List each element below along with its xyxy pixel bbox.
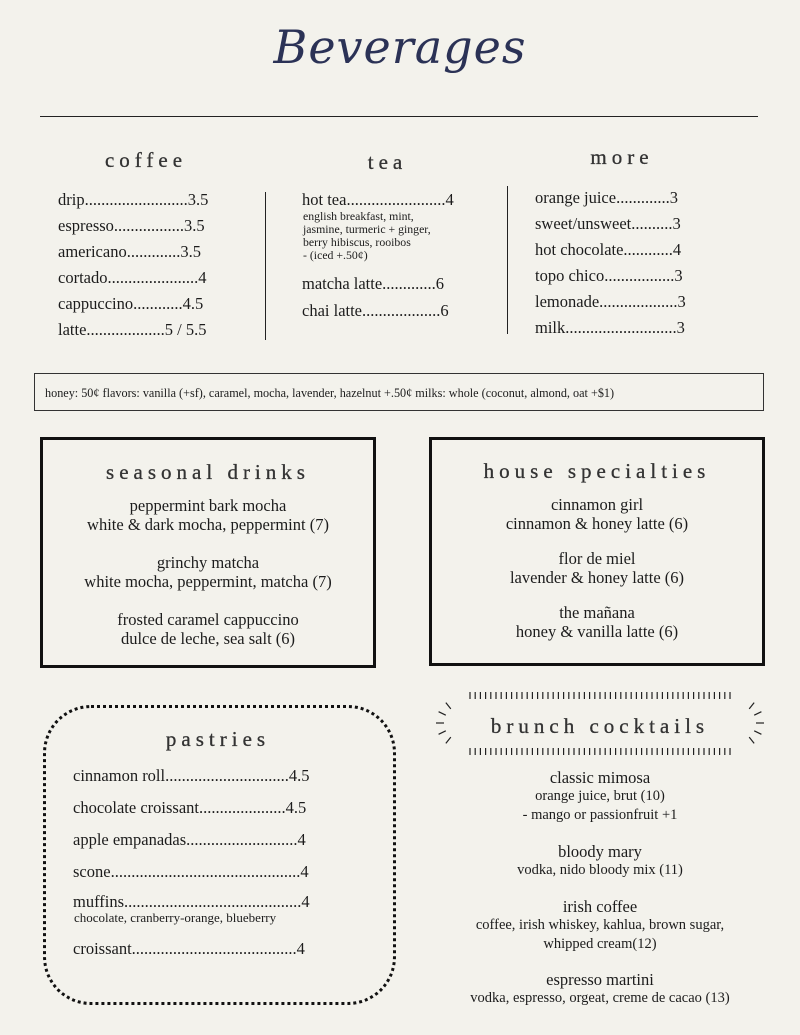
- house-item-2-name: flor de miel: [558, 549, 636, 568]
- tea-heading: tea: [367, 150, 408, 174]
- pastry-item-scone: scone..............................................4: [73, 862, 309, 881]
- menu-title: Beverages: [273, 20, 527, 74]
- irish-coffee-desc-2: whipped cream(12): [543, 936, 657, 952]
- bloody-mary-desc: vodka, nido bloody mix (11): [517, 862, 683, 878]
- house-item-3-desc: honey & vanilla latte (6): [515, 622, 679, 641]
- brunch-heading: brunch cocktails: [490, 714, 710, 738]
- house-item-3-name: the mañana: [559, 603, 635, 622]
- more-item-hot-chocolate: hot chocolate............4: [535, 240, 682, 259]
- seasonal-item-2-name: grinchy matcha: [156, 553, 260, 572]
- muffin-flavors: chocolate, cranberry-orange, blueberry: [74, 910, 277, 925]
- addons-bar: honey: 50¢ flavors: vanilla (+sf), caramel, mocha, lavender, hazelnut +.50¢ milks: whole (coconut, almond, oat +$1): [34, 373, 764, 411]
- more-item-orange-juice: orange juice.............3: [535, 188, 678, 207]
- pastry-item-muffins: muffins...........................................4: [73, 892, 310, 911]
- seasonal-item-2: [43, 553, 373, 591]
- brunch-item-espresso-martini: [430, 970, 770, 1008]
- house-item-3: [432, 603, 762, 641]
- pastry-item-croissant: croissant........................................4: [73, 939, 305, 958]
- more-item-topo-chico: topo chico.................3: [535, 266, 683, 285]
- bloody-mary-name: bloody mary: [558, 842, 642, 861]
- column-divider-2: [507, 186, 508, 334]
- espresso-martini-name: espresso martini: [546, 970, 654, 989]
- irish-coffee-desc: coffee, irish whiskey, kahlua, brown sugar,: [475, 917, 725, 933]
- seasonal-item-1-desc: white & dark mocha, peppermint (7): [87, 515, 329, 534]
- seasonal-item-3: [43, 610, 373, 648]
- title-divider: [40, 116, 758, 117]
- house-heading: house specialties: [483, 459, 711, 483]
- mimosa-desc: orange juice, brut (10): [535, 788, 665, 804]
- tea-note-4: - (iced +.50¢): [303, 248, 368, 262]
- house-item-1: [432, 495, 762, 533]
- more-item-milk: milk...........................3: [535, 318, 685, 337]
- house-item-1-name: cinnamon girl: [550, 495, 644, 514]
- coffee-item-americano: americano.............3.5: [58, 242, 201, 261]
- more-item-sweet-unsweet: sweet/unsweet..........3: [535, 214, 681, 233]
- coffee-item-cortado: cortado......................4: [58, 268, 207, 287]
- seasonal-item-1: [43, 496, 373, 534]
- seasonal-drinks-box: [40, 437, 376, 668]
- tea-item-chai: chai latte...................6: [302, 301, 449, 320]
- tea-note-3: berry hibiscus, rooibos: [303, 235, 411, 249]
- tea-note-1: english breakfast, mint,: [303, 209, 414, 223]
- seasonal-item-2-desc: white mocha, peppermint, matcha (7): [84, 572, 332, 591]
- tea-item-hot-tea: hot tea........................4: [302, 190, 454, 209]
- seasonal-heading: seasonal drinks: [106, 460, 310, 484]
- brunch-item-irish-coffee: [430, 897, 770, 954]
- coffee-item-latte: latte...................5 / 5.5: [58, 320, 207, 339]
- column-divider-1: [265, 192, 266, 340]
- house-specialties-box: [429, 437, 765, 666]
- seasonal-item-1-name: peppermint bark mocha: [129, 496, 287, 515]
- pastry-item-apple-empanadas: apple empanadas...........................4: [73, 830, 306, 849]
- seasonal-item-3-desc: dulce de leche, sea salt (6): [120, 629, 296, 648]
- tea-item-matcha: matcha latte.............6: [302, 274, 445, 293]
- espresso-martini-desc: vodka, espresso, orgeat, creme de cacao (13): [470, 990, 730, 1006]
- coffee-heading: coffee: [104, 148, 188, 172]
- mimosa-addon: - mango or passionfruit +1: [522, 807, 678, 823]
- brunch-item-bloody-mary: [430, 842, 770, 880]
- seasonal-item-3-name: frosted caramel cappuccino: [117, 610, 299, 629]
- brunch-item-mimosa: [430, 768, 770, 825]
- more-heading: more: [590, 145, 654, 169]
- pastry-item-cinnamon-roll: cinnamon roll..............................4.5: [73, 766, 310, 785]
- coffee-item-cappuccino: cappuccino............4.5: [58, 294, 204, 313]
- pastry-item-chocolate-croissant: chocolate croissant.....................4.5: [73, 798, 307, 817]
- house-item-2: [432, 549, 762, 587]
- coffee-item-drip: drip.........................3.5: [58, 190, 209, 209]
- mimosa-name: classic mimosa: [549, 768, 651, 787]
- irish-coffee-name: irish coffee: [562, 897, 638, 916]
- house-item-1-desc: cinnamon & honey latte (6): [505, 514, 689, 533]
- tea-note-2: jasmine, turmeric + ginger,: [303, 222, 431, 236]
- pastries-heading: pastries: [165, 727, 271, 751]
- more-item-lemonade: lemonade...................3: [535, 292, 686, 311]
- house-item-2-desc: lavender & honey latte (6): [509, 568, 685, 587]
- coffee-item-espresso: espresso.................3.5: [58, 216, 205, 235]
